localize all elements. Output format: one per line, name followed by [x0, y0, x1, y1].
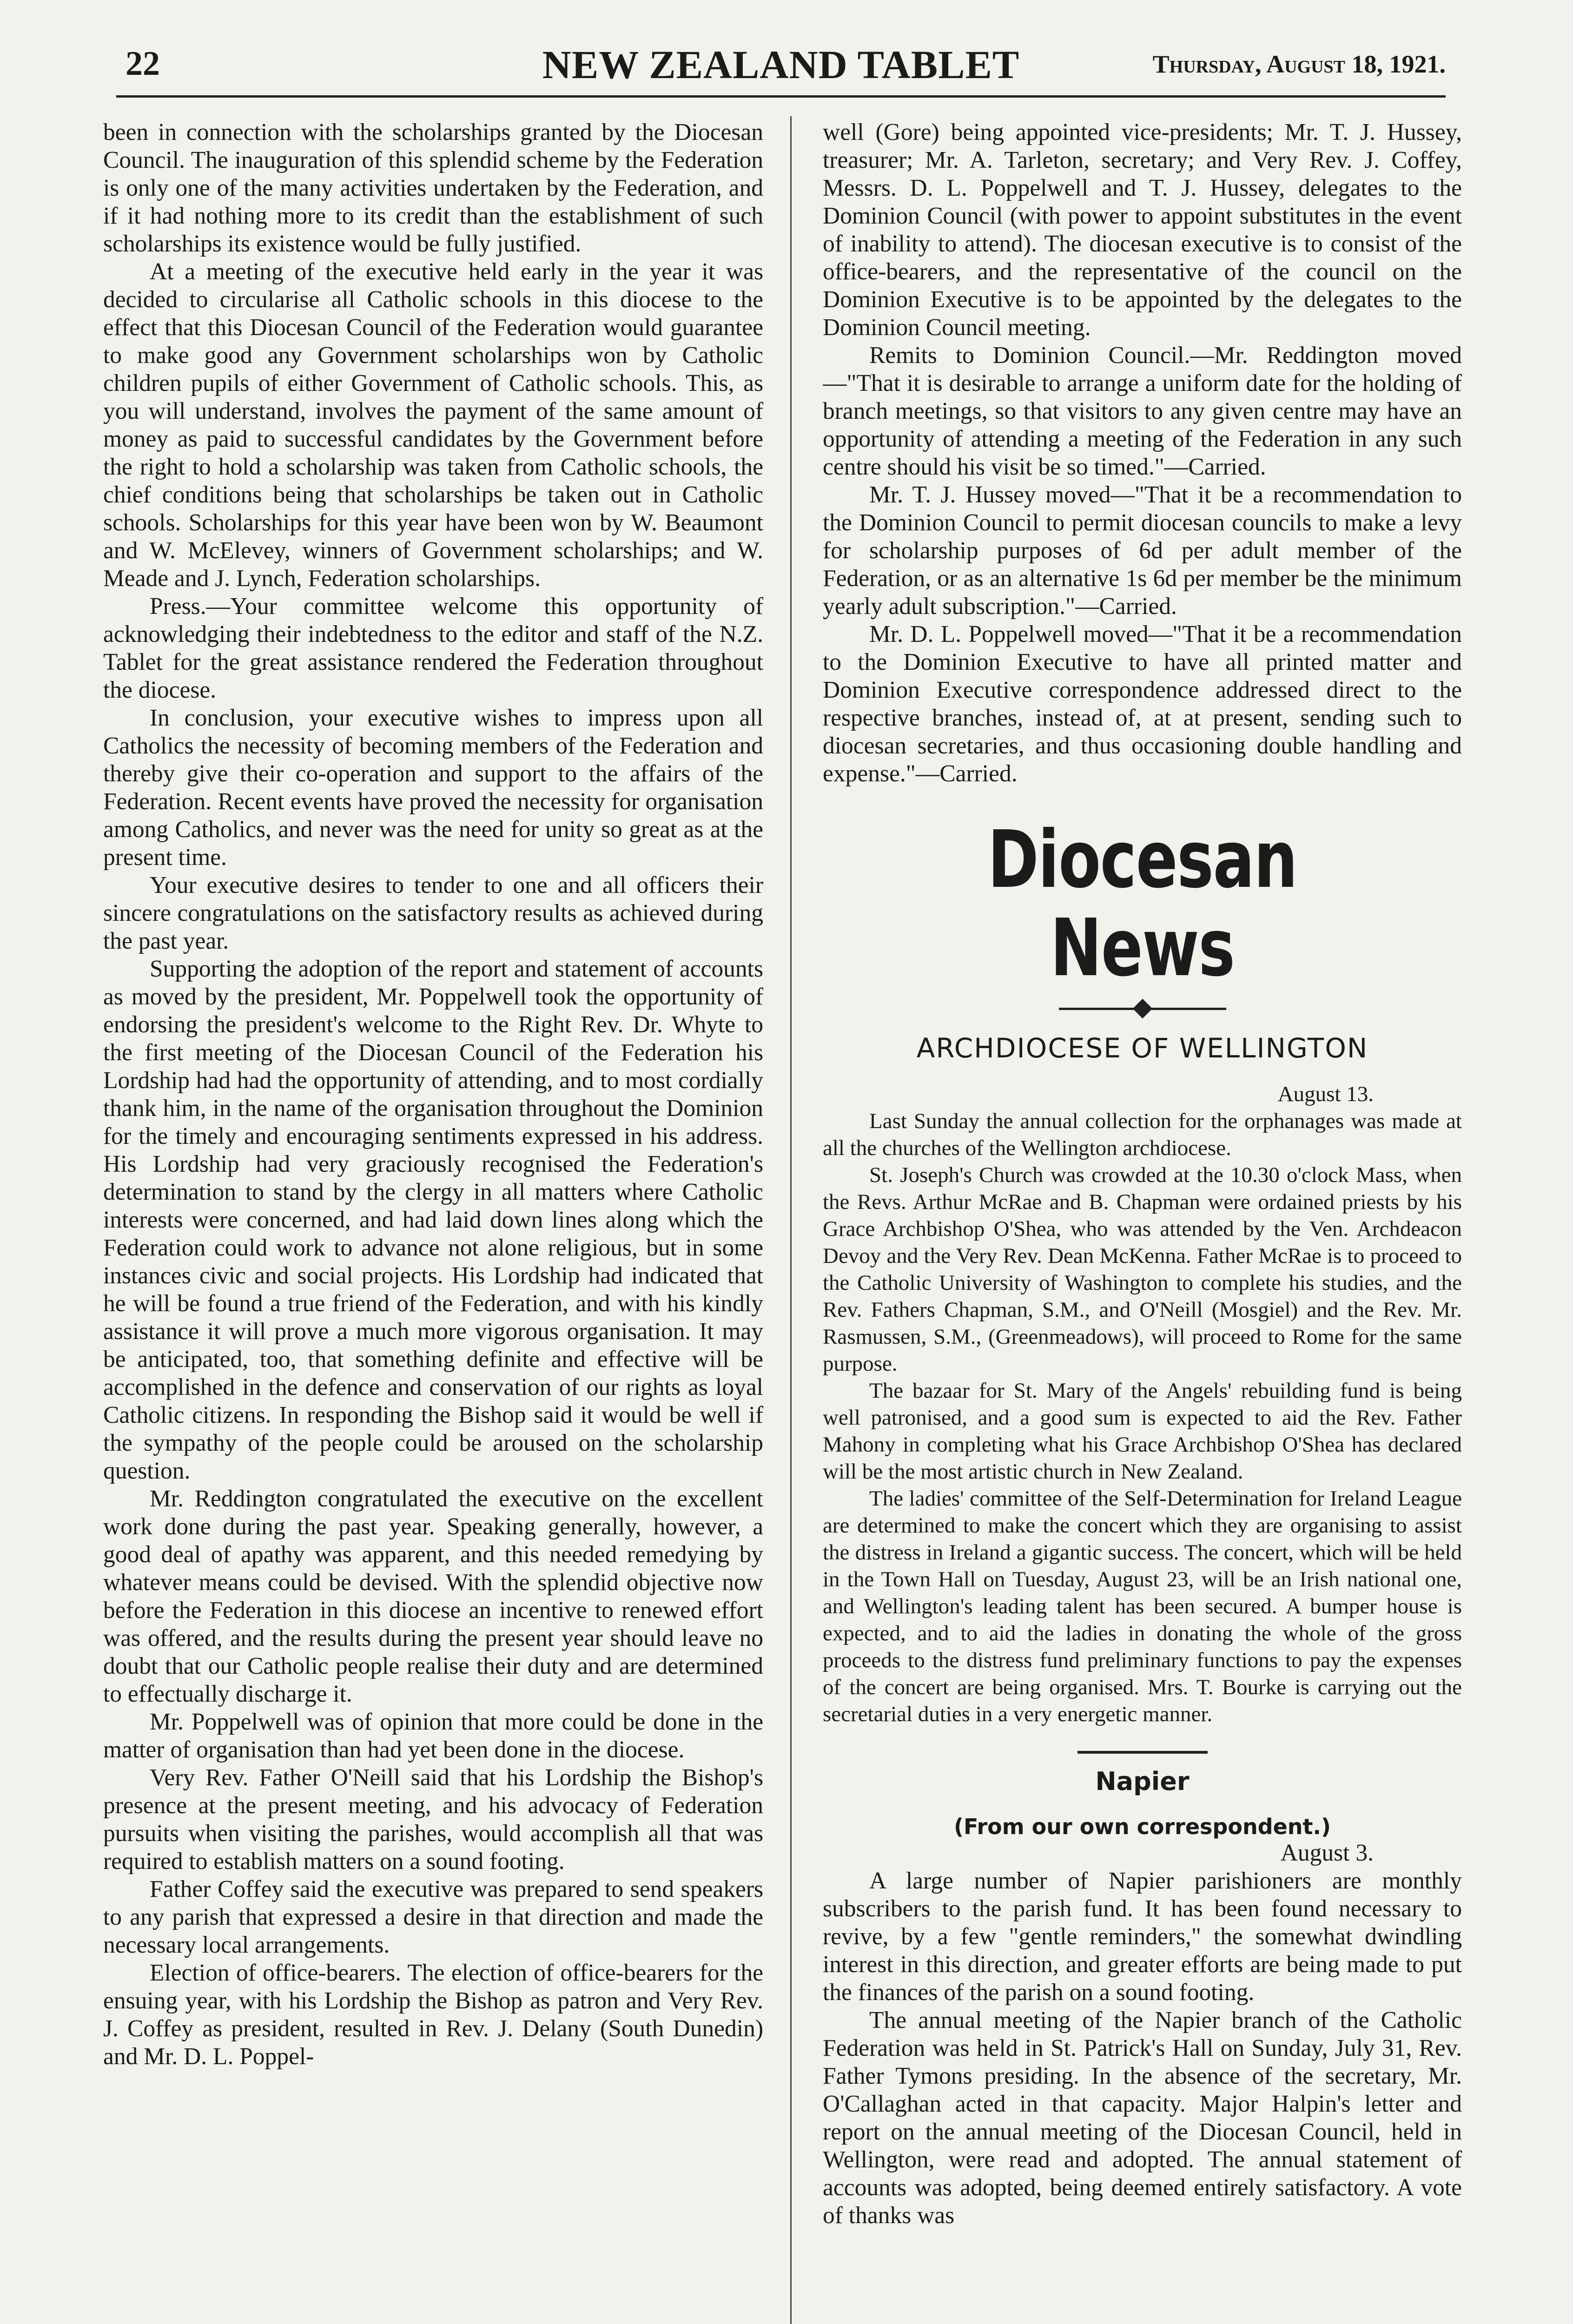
article-paragraph: well (Gore) being appointed vice-presidents; Mr. T. J. Hussey, treasurer; Mr. A. Tarleton, secretary; and Very Rev. J. Coffey, Messrs. D. L. Poppelwell and T. J. Hussey, delegates to the Dominion Council (with power to appoint substitutes in the event of inability to attend). The diocesan executive is to consist of the office-bearers, and the representative of the council on the Dominion Executive is to be appointed by the delegates to the Dominion Council meeting.: [823, 119, 1462, 341]
section-divider: [1077, 1751, 1208, 1754]
news-paragraph: A large number of Napier parishioners are monthly subscribers to the parish fund. It has been found necessary to revive, by a few "gentle reminders," the somewhat dwindling interest in this direction, and greater efforts are being made to put the finances of the parish on a sound footing.: [823, 1868, 1462, 2006]
article-paragraph: Very Rev. Father O'Neill said that his Lordship the Bishop's presence at the present meeting, and his advocacy of Federation pursuits when visiting the parishes, would accomplish all that was required to establish matters on a sound footing.: [103, 1764, 763, 1875]
left-column: [103, 119, 763, 2324]
wellington-dateline: August 13.: [1277, 1082, 1374, 1106]
article-paragraph: Mr. T. J. Hussey moved—"That it be a recommendation to the Dominion Council to permit diocesan councils to make a levy for scholarship purposes of 6d per adult member of the Federation, or as an alternative 1s 6d per member be the minimum yearly adult subscription."—Carried.: [823, 482, 1462, 620]
page-number: 22: [126, 45, 160, 83]
diocesan-news-masthead: Diocesan News: [987, 814, 1297, 994]
article-paragraph: Remits to Dominion Council.—Mr. Reddington moved —"That it is desirable to arrange a uniform date for the holding of branch meetings, so that visitors to any given centre may have an opportunity of attending a meeting of the Federation in any such centre should his visit be so timed."—Carried.: [823, 342, 1462, 480]
issue-date: Thursday, August 18, 1921.: [1152, 50, 1446, 78]
napier-dateline: August 3.: [1280, 1840, 1374, 1866]
napier-heading: Napier: [1095, 1767, 1190, 1796]
article-paragraph: In conclusion, your executive wishes to impress upon all Catholics the necessity of becoming members of the Federation and thereby give their co-operation and support to the affairs of the Federation. Recent events have proved the necessity for organisation among Catholics, and never was the need for unity so great as at the present time.: [103, 705, 763, 871]
article-paragraph: Your executive desires to tender to one and all officers their sincere congratulations on the satisfactory results as achieved during the past year.: [103, 872, 763, 954]
news-paragraph: St. Joseph's Church was crowded at the 10.30 o'clock Mass, when the Revs. Arthur McRae and B. Chapman were ordained priests by his Grace Archbishop O'Shea, who was attended by the Ven. Archdeacon Devoy and the Very Rev. Dean McKenna. Father McRae is to proceed to the Catholic University of Washington to complete his studies, and the Rev. Fathers Chapman, S.M., and O'Neill (Mosgiel) and the Rev. Mr. Rasmussen, S.M., (Greenmeadows), will proceed to Rome for the same purpose.: [823, 1163, 1462, 1376]
archdiocese-heading: ARCHDIOCESE OF WELLINGTON: [916, 1032, 1368, 1064]
page-header: [116, 44, 1446, 98]
article-paragraph: Election of office-bearers. The election of office-bearers for the ensuing year, with his Lordship the Bishop as patron and Very Rev. J. Coffey as president, resulted in Rev. J. Delany (South Dunedin) and Mr. D. L. Poppel-: [103, 1960, 763, 2070]
article-paragraph: Mr. Reddington congratulated the executive on the excellent work done during the past year. Speaking generally, however, a good deal of apathy was apparent, and this needed remedying by whatever means could be devised. With the splendid objective now before the Federation in this diocese an incentive to renewed effort was offered, and the results during the present year should leave no doubt that our Catholic people realise their duty and are determined to effectually discharge it.: [103, 1486, 763, 1707]
news-paragraph: The annual meeting of the Napier branch of the Catholic Federation was held in St. Patrick's Hall on Sunday, July 31, Rev. Father Tymons presiding. In the absence of the secretary, Mr. O'Callaghan acted in that capacity. Major Halpin's letter and report on the annual meeting of the Diocesan Council, held in Wellington, were read and adopted. The annual statement of accounts was adopted, being deemed entirely satisfactory. A vote of thanks was: [823, 2007, 1462, 2229]
article-paragraph: At a meeting of the executive held early in the year it was decided to circularise all Catholic schools in this diocese to the effect that this Diocesan Council of the Federation would guarantee to make good any Government scholarships won by Catholic children pupils of either Government of Catholic schools. This, as you will understand, involves the payment of the same amount of money as paid to successful candidates by the Government before the right to hold a scholarship was taken from Catholic schools, the chief conditions being that scholarships be taken out in Catholic schools. Scholarships for this year have been won by W. Beaumont and W. McElevey, winners of Government scholarships; and W. Meade and J. Lynch, Federation scholarships.: [103, 258, 763, 592]
right-column: [823, 119, 1462, 2324]
article-paragraph: Father Coffey said the executive was prepared to send speakers to any parish that expressed a desire in that direction and made the necessary local arrangements.: [103, 1876, 763, 1958]
newspaper-title: NEW ZEALAND TABLET: [542, 42, 1020, 87]
article-paragraph: Mr. D. L. Poppelwell moved—"That it be a recommendation to the Dominion Executive to have all printed matter and Dominion Executive correspondence addressed direct to the respective branches, instead of, at at present, sending such to diocesan secretaries, and thus occasioning double handling and expense."—Carried.: [823, 621, 1462, 787]
article-paragraph: Mr. Poppelwell was of opinion that more could be done in the matter of organisation than had yet been done in the diocese.: [103, 1709, 763, 1763]
column-rule: [790, 116, 792, 2324]
news-paragraph: The bazaar for St. Mary of the Angels' rebuilding fund is being well patronised, and a good sum is expected to aid the Rev. Father Mahony in completing what his Grace Archbishop O'Shea has declared will be the most artistic church in New Zealand.: [823, 1379, 1462, 1484]
correspondent-credit: (From our own correspondent.): [953, 1814, 1331, 1839]
article-paragraph: Press.—Your committee welcome this opportunity of acknowledging their indebtedness to the editor and staff of the N.Z. Tablet for the great assistance rendered the Federation throughout the diocese.: [103, 593, 763, 703]
article-paragraph: been in connection with the scholarships granted by the Diocesan Council. The inauguration of this splendid scheme by the Federation is only one of the many activities undertaken by the Federation, and if it had nothing more to its credit than the establishment of such scholarships its existence would be fully justified.: [103, 119, 763, 257]
news-paragraph: The ladies' committee of the Self-Determination for Ireland League are determined to make the concert which they are organising to assist the distress in Ireland a gigantic success. The concert, which will be held in the Town Hall on Tuesday, August 23, will be an Irish national one, and Wellington's leading talent has been secured. A bumper house is expected, and to aid the ladies in donating the whole of the gross proceeds to the distress fund preliminary functions to pay the expenses of the concert are being organised. Mrs. T. Bourke is carrying out the secretarial duties in a very energetic manner.: [823, 1486, 1462, 1726]
article-paragraph: Supporting the adoption of the report and statement of accounts as moved by the president, Mr. Poppelwell took the opportunity of endorsing the president's welcome to the Right Rev. Dr. Whyte to the first meeting of the Diocesan Council of the Federation his Lordship had had the opportunity of attending, and to most cordially thank him, in the name of the organisation throughout the Dominion for the timely and encouraging sentiments expressed in his address. His Lordship had very graciously recognised the Federation's determination to stand by the clergy in all matters where Catholic interests were concerned, and had laid down lines along which the Federation could work to advance not alone religious, but in some instances civic and social projects. His Lordship had indicated that he will be found a true friend of the Federation, and with his kindly assistance it will prove a much more vigorous organisation. It may be anticipated, too, that something definite and effective will be accomplished in the defence and conservation of our rights as loyal Catholic citizens. In responding the Bishop said it would be well if the sympathy of the people could be aroused on the scholarship question.: [103, 956, 763, 1484]
news-paragraph: Last Sunday the annual collection for the orphanages was made at all the churches of the Wellington archdiocese.: [823, 1109, 1462, 1160]
ornamental-divider: [1059, 1002, 1226, 1016]
